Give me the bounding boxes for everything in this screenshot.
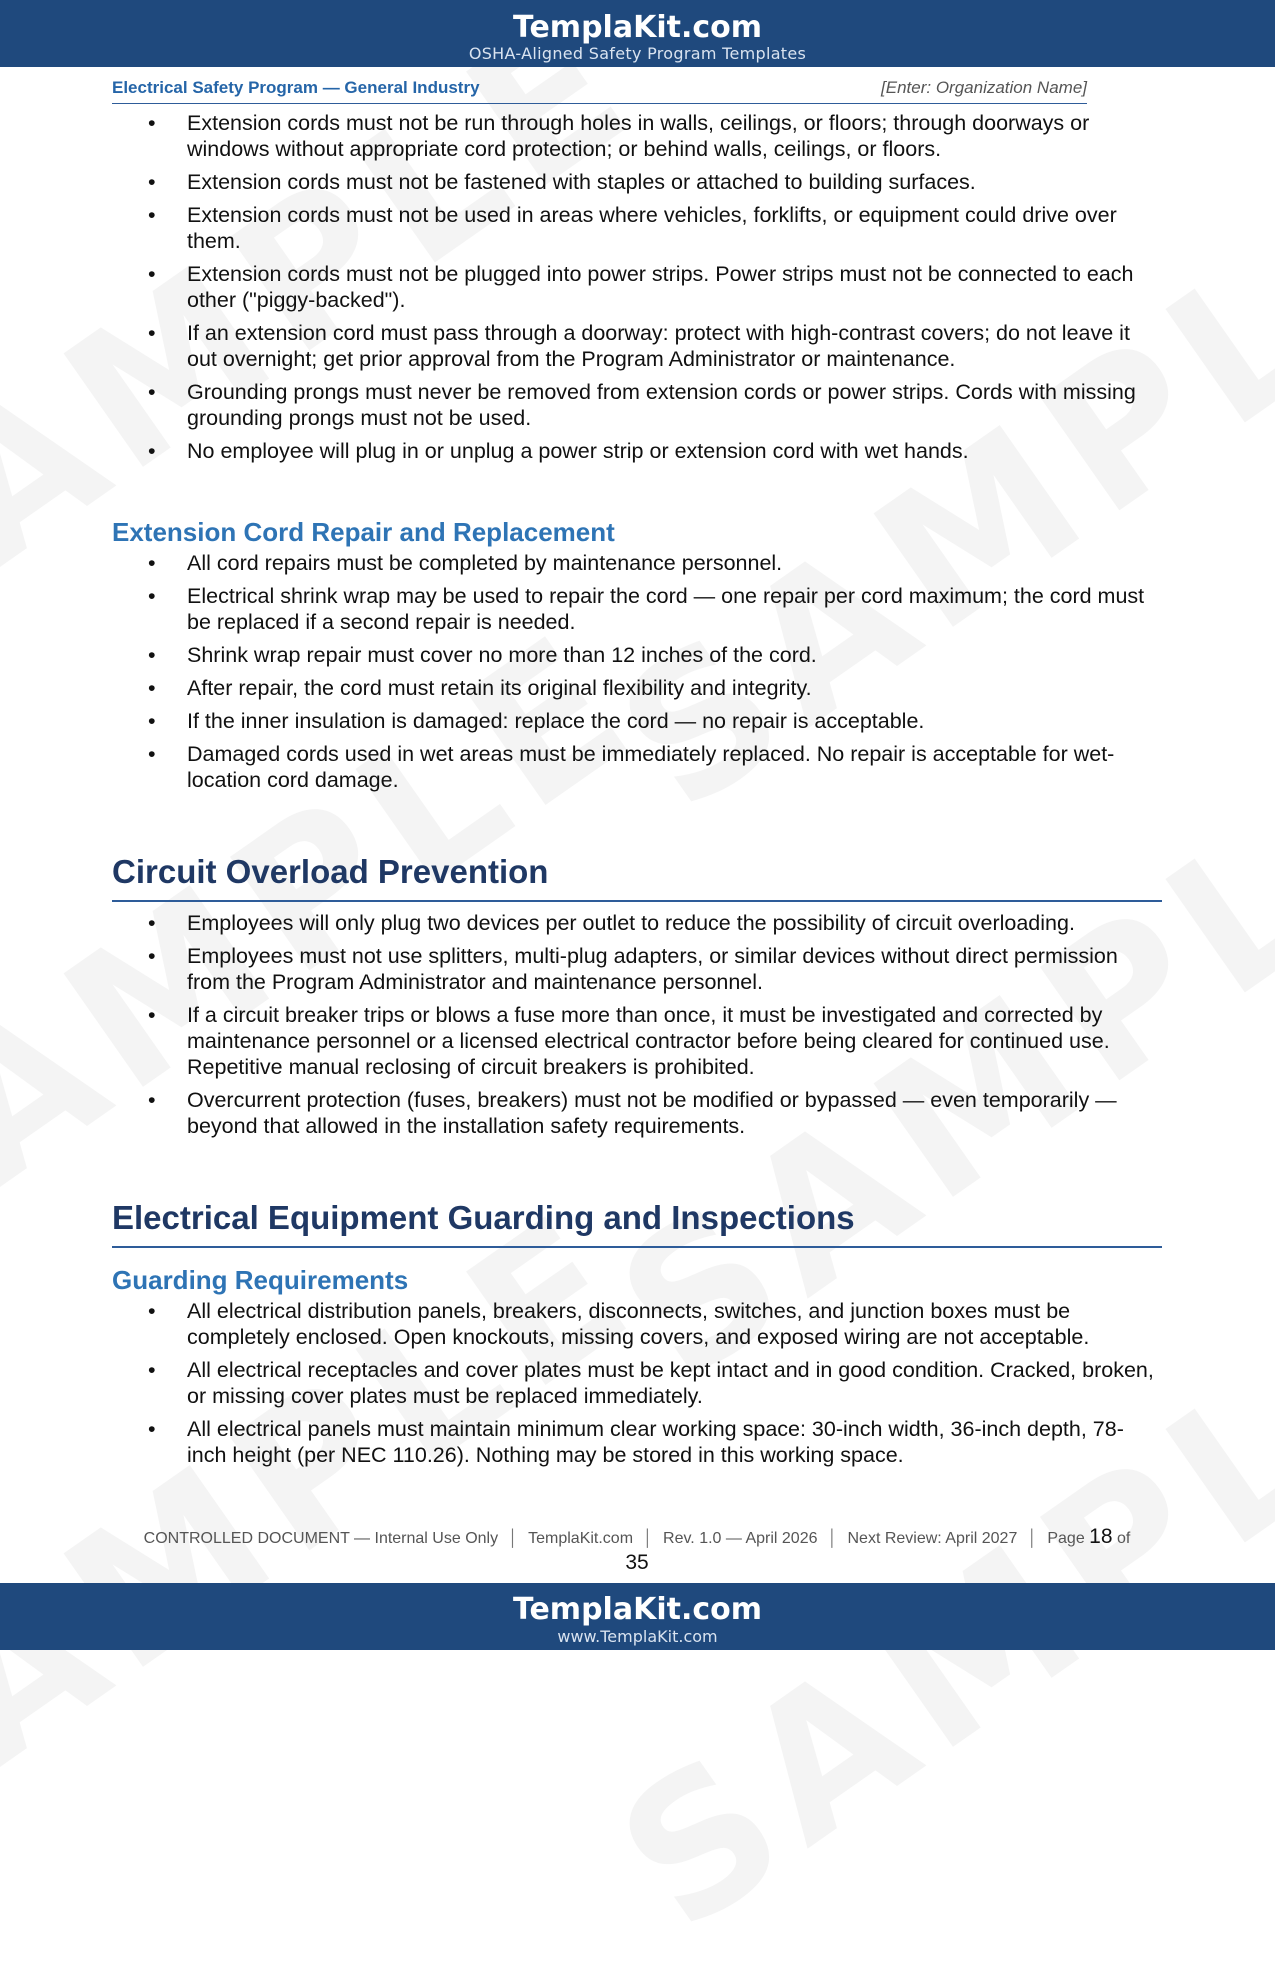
bullet-icon: • [148,1088,156,1112]
list-item-text: All electrical distribution panels, breakers, disconnects, switches, and junction boxes must be completely enclosed. Open knockouts, missing covers, and exposed wiring are not acceptable. [187,1299,1090,1349]
bullet-icon: • [148,111,156,135]
organization-placeholder: [Enter: Organization Name] [881,78,1087,97]
list-item [112,169,1162,195]
document-title: Electrical Safety Program — General Industry [112,78,480,97]
page-number: 18 [1089,1525,1113,1548]
list-item [112,675,1162,701]
list-item [112,910,1162,936]
list-item [112,1416,1162,1468]
list-item [112,110,1162,162]
list-item-text: Employees will only plug two devices per outlet to reduce the possibility of circuit overloading. [187,911,1075,935]
bullet-icon: • [148,584,156,608]
list-item-text: After repair, the cord must retain its original flexibility and integrity. [187,676,812,700]
list-item [112,642,1162,668]
bullet-icon: • [148,262,156,286]
bullet-icon: • [148,944,156,968]
list-item-text: Shrink wrap repair must cover no more than 12 inches of the cord. [187,643,817,667]
bullet-icon: • [148,1358,156,1382]
guarding-rules-list [112,1298,1162,1468]
list-item [112,708,1162,734]
document-body [112,110,1162,1475]
list-item-text: All electrical panels must maintain minimum clear working space: 30-inch width, 36-inch depth, 78-inch height (per NEC 110.26). Nothing may be stored in this working space. [187,1417,1124,1467]
bullet-icon: • [148,1003,156,1027]
footer-brand: TemplaKit.com [512,1592,762,1627]
list-item-text: All electrical receptacles and cover plates must be kept intact and in good condition. Cracked, broken, or missing cover plates must be replaced immediately. [187,1358,1154,1408]
bullet-icon: • [148,551,156,575]
bullet-icon: • [148,709,156,733]
list-item [112,1357,1162,1409]
overload-rules-list [112,910,1162,1139]
list-item-text: Extension cords must not be fastened with staples or attached to building surfaces. [187,170,976,194]
list-item-text: Extension cords must not be used in areas where vehicles, forklifts, or equipment could drive over them. [187,203,1117,253]
list-item-text: If an extension cord must pass through a doorway: protect with high-contrast covers; do not leave it out overnight; get prior approval from the Program Administrator or maintenance. [187,321,1130,371]
brand-title: TemplaKit.com [512,10,762,45]
list-item [112,438,1162,464]
controlled-document-label: CONTROLLED DOCUMENT — Internal Use Only [143,1530,499,1547]
list-item [112,1087,1162,1139]
list-item-text: Overcurrent protection (fuses, breakers) must not be modified or bypassed — even temporarily — beyond that allowed in the installation safety requirements. [187,1088,1117,1138]
list-item [112,379,1162,431]
subsection-heading-guarding-requirements: Guarding Requirements [112,1265,409,1295]
list-item-text: Electrical shrink wrap may be used to repair the cord — one repair per cord maximum; the cord must be replaced if a second repair is needed. [187,584,1145,634]
list-item-text: Extension cords must not be run through holes in walls, ceilings, or floors; through doorways or windows without appropriate cord protection; or behind walls, ceilings, or floors. [187,111,1090,161]
page-total: 35 [625,1551,649,1574]
bullet-icon: • [148,203,156,227]
section-heading-guarding: Electrical Equipment Guarding and Inspections [112,1198,1162,1248]
list-item-text: Grounding prongs must never be removed from extension cords or power strips. Cords with missing grounding prongs must not be used. [187,380,1136,430]
list-item [112,261,1162,313]
list-item-text: All cord repairs must be completed by maintenance personnel. [187,551,783,575]
bottom-banner [0,1583,1275,1650]
list-item [112,1298,1162,1350]
list-item [112,320,1162,372]
subsection-heading-repair: Extension Cord Repair and Replacement [112,517,615,547]
page-label: Page [1047,1530,1085,1547]
bullet-icon: • [148,170,156,194]
of-label: of [1116,1530,1131,1547]
brand-tagline: OSHA-Aligned Safety Program Templates [468,44,807,63]
bullet-icon: • [148,1299,156,1323]
top-banner [0,0,1275,67]
page-footer: CONTROLLED DOCUMENT — Internal Use Only │ TemplaKit.com │ Rev. 1.0 — April 2026 │ Next Review: April 2027 │ Page 18 of 35 [143,1525,1131,1574]
revision-label: Rev. 1.0 — April 2026 [663,1530,818,1547]
section-heading-overload: Circuit Overload Prevention [112,852,1162,902]
list-item [112,583,1162,635]
running-header [112,77,1087,104]
bullet-icon: • [148,321,156,345]
list-item-text: If the inner insulation is damaged: replace the cord — no repair is acceptable. [187,709,925,733]
list-item [112,943,1162,995]
list-item-text: If a circuit breaker trips or blows a fuse more than once, it must be investigated and corrected by maintenance personnel or a licensed electrical contractor before being cleared for continued use. Repetitive manual reclosing of circuit breakers is prohibited. [187,1003,1110,1079]
footer-site: TemplaKit.com [528,1530,634,1547]
bullet-icon: • [148,643,156,667]
bullet-icon: • [148,439,156,463]
next-review-label: Next Review: April 2027 [847,1530,1018,1547]
extension-cord-rules-list [112,110,1162,464]
bullet-icon: • [148,1417,156,1441]
list-item-text: Extension cords must not be plugged into power strips. Power strips must not be connected to each other ("piggy-backed"). [187,262,1134,312]
list-item-text: Employees must not use splitters, multi-plug adapters, or similar devices without direct permission from the Program Administrator and maintenance personnel. [187,944,1118,994]
bullet-icon: • [148,911,156,935]
list-item [112,741,1162,793]
bullet-icon: • [148,380,156,404]
list-item [112,1002,1162,1080]
list-item [112,202,1162,254]
list-item-text: Damaged cords used in wet areas must be immediately replaced. No repair is acceptable for wet-location cord damage. [187,742,1115,792]
repair-rules-list [112,550,1162,793]
footer-url: www.TemplaKit.com [557,1627,718,1646]
list-item-text: No employee will plug in or unplug a power strip or extension cord with wet hands. [187,439,969,463]
bullet-icon: • [148,742,156,766]
bullet-icon: • [148,676,156,700]
list-item [112,550,1162,576]
